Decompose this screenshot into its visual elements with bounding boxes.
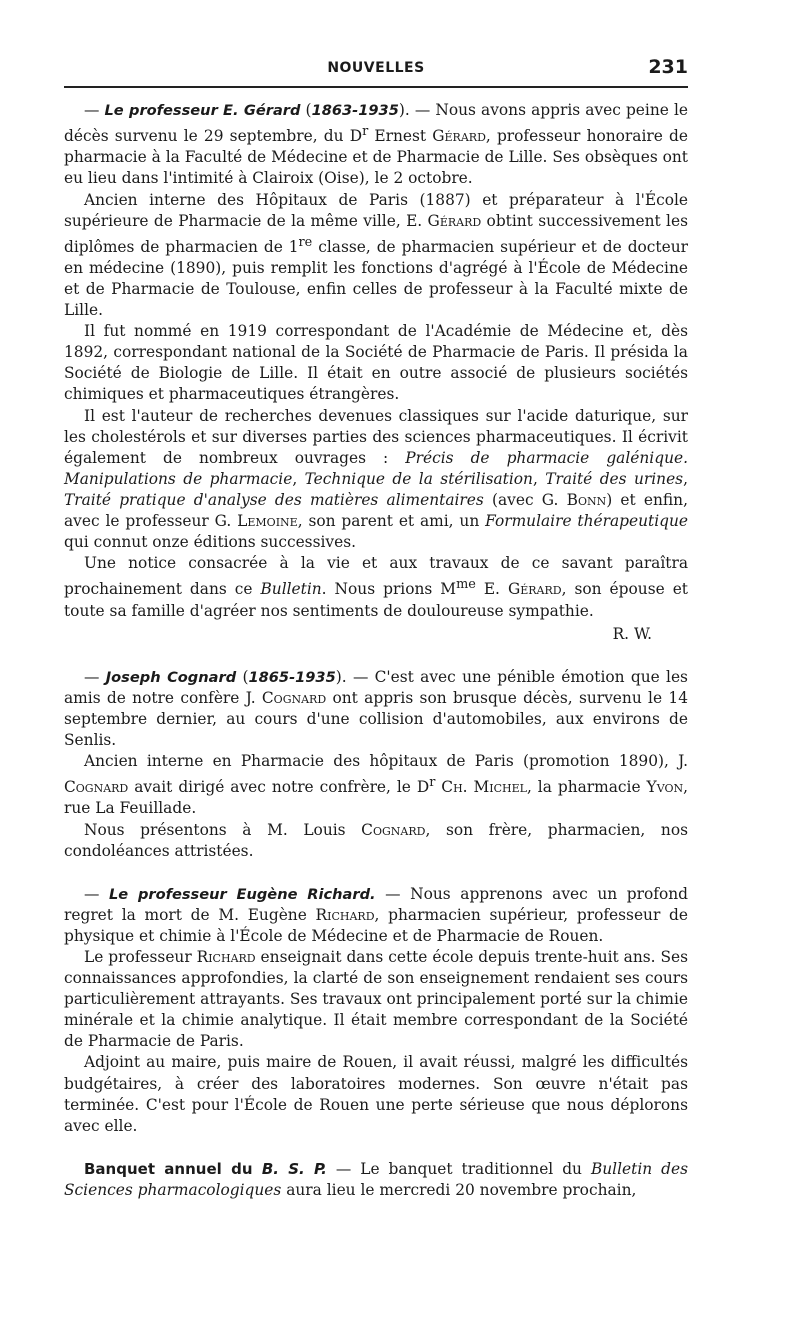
surname: Yvon: [646, 778, 684, 797]
text: enseignait dans cette école depuis trente-huit ans. Ses connaissances approfondies, la clarté de son enseignement rendaient ses cours particulièrement attrayants. Ses travaux ont principalement porté sur la chimie minérale et la chimie analytique. Il était membre correspondant de la Société de Pharmacie de Paris.: [64, 947, 688, 1051]
notice-heading-abbrev: B. S. P.: [261, 1159, 327, 1178]
richard-paragraph-2: [64, 947, 688, 1052]
surname: Lemoine: [237, 512, 298, 531]
text: , son épouse et toute sa famille d'agréer nos sentiments de douloureuse sympathie.: [64, 580, 688, 620]
text: Nous avons appris avec peine le décès survenu le 29 septembre, du D: [64, 101, 688, 146]
surname: Cognard: [261, 688, 327, 707]
superscript: re: [298, 234, 313, 250]
surname: Cognard: [64, 778, 129, 797]
signature: R. W.: [612, 624, 652, 643]
text: ,: [292, 469, 305, 488]
journal-title: Bulletin des Sciences pharmacologiques: [64, 1159, 688, 1199]
surname: Ch. Michel: [441, 778, 527, 797]
obituary-heading: Le professeur E. Gérard: [104, 102, 301, 119]
cognard-paragraph-2: [64, 751, 688, 819]
obituary-heading: Joseph Cognard: [105, 668, 237, 686]
text: E.: [475, 580, 508, 599]
text: , la pharmacie: [526, 778, 647, 797]
text: qui connut onze éditions successives.: [64, 533, 356, 552]
gerard-paragraph-5: [64, 553, 688, 621]
journal-page: [64, 52, 688, 1223]
surname: Gérard: [427, 211, 482, 230]
banquet-notice: [64, 1159, 688, 1201]
book-title: Formulaire thérapeutique: [485, 512, 689, 531]
richard-paragraph-1: [64, 884, 688, 947]
obituary-dates: 1865-1935: [248, 668, 336, 686]
text: , pharmacien supérieur, professeur de physique et chimie à l'École de Médecine et de Pharmacie de Rouen.: [64, 905, 688, 945]
page-header: [64, 52, 688, 88]
text: Nous présentons à M. Louis: [84, 820, 362, 839]
text: ,: [683, 469, 688, 488]
paren: (: [300, 101, 312, 119]
dash: —: [326, 1159, 361, 1178]
text: ont appris son brusque décès, survenu le 14 septembre dernier, au cours d'une collision d'automobiles, aux environs de Senlis.: [64, 688, 688, 749]
dash: —: [375, 884, 411, 903]
text: ) et enfin, avec le professeur G.: [64, 490, 688, 531]
page-body: [64, 100, 688, 1201]
page-number: 231: [648, 56, 688, 78]
text: Ancien interne en Pharmacie des hôpitaux de Paris (promotion 1890), J.: [84, 752, 688, 771]
gerard-paragraph-1: [64, 100, 688, 190]
surname: Richard: [315, 905, 375, 924]
dash: —: [84, 101, 105, 119]
text: aura lieu le mercredi 20 novembre prochain,: [281, 1180, 637, 1199]
gerard-paragraph-2: [64, 190, 688, 322]
text: Le banquet traditionnel du: [360, 1159, 591, 1178]
book-title: Traité pratique d'analyse des matières alimentaires: [64, 490, 484, 509]
surname: Cognard: [361, 820, 426, 839]
text: . Nous prions M: [321, 580, 457, 599]
dash: —: [84, 884, 109, 903]
gerard-paragraph-4: [64, 406, 688, 554]
book-title: Précis de pharmacie galénique. Manipulations de pharmacie: [64, 448, 688, 488]
obituary-heading: Le professeur Eugène Richard.: [108, 885, 376, 903]
text: Ancien interne des Hôpitaux de Paris (1887) et préparateur à l'École supérieure de Pharmacie de la même ville, E.: [64, 190, 688, 230]
paren: ). —: [335, 667, 375, 686]
running-title: NOUVELLES: [327, 60, 425, 76]
book-title: Traité des urines: [545, 469, 684, 488]
obituary-dates: 1863-1935: [311, 102, 399, 119]
cognard-paragraph-3: [64, 820, 688, 862]
text: C'est avec une pénible émotion que les amis de notre confère J.: [64, 667, 688, 707]
surname: Richard: [196, 947, 256, 966]
obituary-gerard: [64, 100, 688, 645]
text: Une notice consacrée à la vie et aux travaux de ce savant paraîtra prochainement dans ce: [64, 554, 688, 599]
cognard-paragraph-1: [64, 667, 688, 751]
journal-title: Bulletin: [260, 580, 322, 599]
text: , rue La Feuillade.: [64, 778, 688, 818]
superscript: r: [429, 775, 436, 791]
paren: (: [236, 667, 249, 686]
text: avait dirigé avec notre confrère, le D: [128, 778, 430, 797]
richard-paragraph-3: Adjoint au maire, puis maire de Rouen, il avait réussi, malgré les difficultés budgétaires, à créer des laboratoires modernes. Son œuvre n'était pas terminée. C'est pour l'École de Rouen une perte sérieuse que nous déplorons avec elle.: [64, 1053, 688, 1135]
text: ,: [532, 469, 546, 488]
text: classe, de pharmacien supérieur et de docteur en médecine (1890), puis remplit les fonctions d'agrégé à l'École de Médecine et de Pharmacie de Toulouse, enfin celles de professeur à la Faculté mixte de Lille.: [64, 237, 688, 320]
superscript: me: [456, 577, 476, 593]
text: Ernest: [368, 127, 433, 146]
text: obtint successivement les diplômes de pharmacien de 1: [64, 211, 688, 256]
text: Il est l'auteur de recherches devenues classiques sur l'acide daturique, sur les cholestérols et sur diverses parties des sciences pharmaceutiques. Il écrivit également de nombreux ouvrages :: [64, 406, 688, 467]
text: Le professeur: [84, 947, 197, 966]
obituary-richard: [64, 884, 688, 1137]
surname: Bonn: [566, 490, 607, 509]
surname: Gérard: [432, 127, 486, 146]
superscript: r: [362, 124, 369, 140]
notice-heading: Banquet annuel du: [84, 1159, 262, 1178]
paren: ). —: [398, 101, 436, 119]
text: Nous apprenons avec un profond regret la mort de M. Eugène: [64, 884, 688, 924]
text: , son parent et ami, un: [297, 512, 486, 531]
text: , professeur honoraire de pharmacie à la Faculté de Médecine et de Pharmacie de Lille. Ses obsèques ont eu lieu dans l'intimité à Clairoix (Oise), le 2 octobre.: [64, 127, 688, 188]
obituary-cognard: [64, 667, 688, 862]
surname: Gérard: [507, 580, 562, 599]
banquet-paragraph: [64, 1159, 688, 1201]
gerard-paragraph-3: Il fut nommé en 1919 correspondant de l'Académie de Médecine et, dès 1892, correspondant national de la Société de Pharmacie de Paris. Il présida la Société de Biologie de Lille. Il était en outre associé de plusieurs sociétés chimiques et pharmaceutiques étrangères.: [64, 322, 688, 404]
dash: —: [84, 667, 106, 686]
text: , son frère, pharmacien, nos condoléances attristées.: [64, 820, 688, 860]
book-title: Technique de la stérilisation: [304, 469, 533, 488]
text: (avec G.: [483, 490, 567, 509]
